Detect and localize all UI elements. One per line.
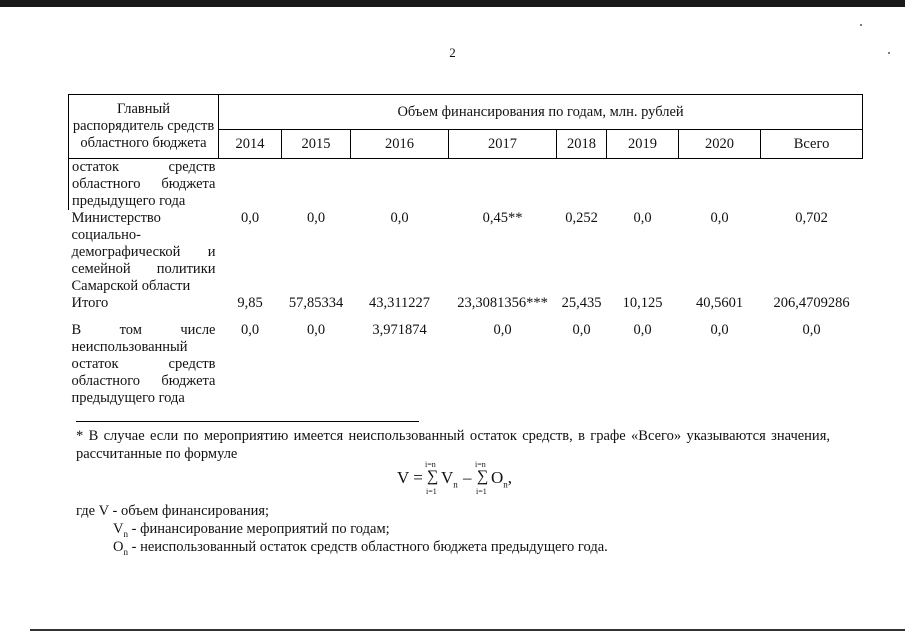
cell-value: 10,125 bbox=[622, 295, 663, 311]
cell-value: 0,0 bbox=[493, 322, 512, 338]
cell-value: 0,45** bbox=[482, 210, 523, 226]
header-financing-volume: Объем финансирования по годам, млн. рублей bbox=[219, 95, 863, 130]
sum-upper-limit: i=n bbox=[425, 460, 436, 469]
header-total: Всего bbox=[761, 130, 863, 159]
cell-value: 206,4709286 bbox=[773, 295, 850, 311]
cell-value: 0,0 bbox=[710, 210, 729, 226]
formula bbox=[397, 457, 597, 497]
row-label: остаток средств областного бюджета предыдущего года bbox=[69, 159, 219, 211]
formula-minus: – bbox=[463, 468, 472, 487]
sum-symbol: ∑ bbox=[477, 468, 489, 485]
header-year: 2016 bbox=[351, 130, 449, 159]
cell-value: 57,85334 bbox=[288, 295, 344, 311]
sum-symbol: ∑ bbox=[427, 468, 439, 485]
cell-value: 0,0 bbox=[390, 210, 409, 226]
cell-value: 23,3081356*** bbox=[457, 295, 548, 311]
cell-value: 43,311227 bbox=[368, 295, 431, 311]
table-row-fragment bbox=[69, 159, 863, 211]
sum-upper-limit: i=n bbox=[475, 460, 486, 469]
scan-bottom-border bbox=[30, 629, 905, 631]
cell-value: 0,0 bbox=[633, 210, 652, 226]
cell-value: 40,5601 bbox=[695, 295, 744, 311]
cell-value: 0,0 bbox=[306, 322, 326, 338]
header-year: 2017 bbox=[449, 130, 557, 159]
table-row bbox=[69, 210, 863, 295]
row-label: В том числе неиспользованный остаток средств областного бюджета предыдущего года bbox=[71, 322, 216, 406]
row-label: Итого bbox=[71, 295, 109, 311]
row-label: Министерство социально-демографической и семейной политики Самарской области bbox=[71, 210, 216, 294]
header-year: 2020 bbox=[679, 130, 761, 159]
table-row bbox=[69, 295, 863, 316]
table-row bbox=[69, 316, 863, 407]
cell-value: 0,0 bbox=[802, 322, 821, 338]
cell-value: 9,85 bbox=[237, 295, 263, 311]
page-number: 2 bbox=[449, 45, 456, 60]
cell-value: 0,252 bbox=[565, 210, 598, 226]
definition-on: $O_n$ - неиспользованный остаток средств областного бюджета предыдущего года. bbox=[113, 539, 608, 557]
cell-value: 0,0 bbox=[306, 210, 326, 226]
header-year: 2019 bbox=[607, 130, 679, 159]
cell-value: 0,0 bbox=[572, 322, 591, 338]
formula-where: где V - объем финансирования; bbox=[76, 503, 270, 519]
header-year: 2018 bbox=[557, 130, 607, 159]
header-year: 2015 bbox=[282, 130, 351, 159]
formula-lhs: V = bbox=[397, 468, 423, 487]
header-year: 2014 bbox=[219, 130, 282, 159]
cell-value: 0,0 bbox=[240, 322, 260, 338]
cell-value: 0,702 bbox=[795, 210, 828, 226]
footnote-separator bbox=[76, 421, 419, 422]
definition-vn: $V_n$ - финансирование мероприятий по годам; bbox=[113, 521, 390, 539]
header-row-top bbox=[69, 95, 863, 130]
scan-top-border bbox=[0, 0, 905, 7]
header-distributor: Главный распорядитель средств областного бюджета bbox=[69, 95, 219, 159]
formula-term-o: $O_n$, bbox=[491, 468, 513, 490]
cell-value: 25,435 bbox=[561, 295, 602, 311]
sum-lower-limit: i=1 bbox=[426, 487, 437, 496]
cell-value: 0,0 bbox=[633, 322, 652, 338]
scan-speck bbox=[860, 24, 862, 26]
financing-table bbox=[68, 94, 863, 407]
formula-term-v: $V_n$ bbox=[441, 468, 458, 490]
cell-value: 0,0 bbox=[240, 210, 260, 226]
cell-value: 3,971874 bbox=[372, 322, 427, 338]
sum-lower-limit: i=1 bbox=[476, 487, 487, 496]
cell-value: 0,0 bbox=[710, 322, 729, 338]
footnote-text: * В случае если по мероприятию имеется неиспользованный остаток средств, в графе «Всего» указываются значения, рассчитанные по формуле bbox=[76, 428, 830, 462]
